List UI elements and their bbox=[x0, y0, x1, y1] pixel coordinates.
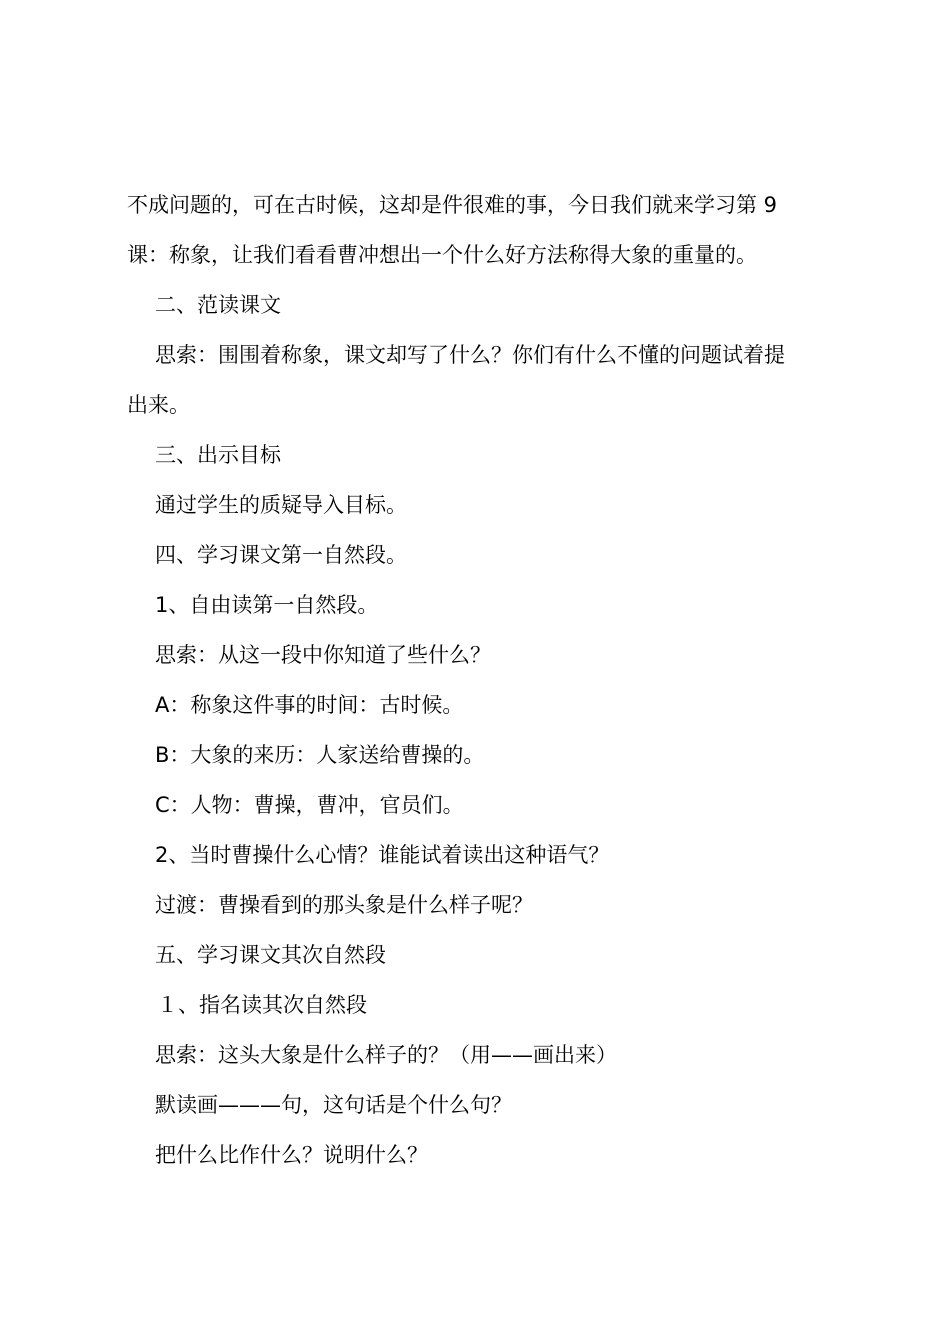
objectives-text: 通过学生的质疑导入目标。 bbox=[155, 493, 407, 517]
transition-text: 过渡：曹操看到的那头象是什么样子呢？ bbox=[155, 893, 533, 917]
paragraph-continuation-line-1: 不成问题的，可在古时候，这却是件很难的事，今日我们就来学习第 9 bbox=[127, 193, 778, 217]
question-what-learned: 思索：从这一段中你知道了些什么？ bbox=[155, 643, 491, 667]
section-heading-objectives: 三、出示目标 bbox=[155, 443, 281, 467]
section-heading-paragraph-one: 四、学习课文第一自然段。 bbox=[155, 543, 407, 567]
section-heading-paragraph-two: 五、学习课文其次自然段 bbox=[155, 943, 386, 967]
section-heading-model-reading: 二、范读课文 bbox=[155, 293, 281, 317]
answer-c-characters: C：人物：曹操，曹冲，官员们。 bbox=[155, 793, 464, 817]
step-named-reading: １、指名读其次自然段 bbox=[157, 993, 367, 1017]
metaphor-question: 把什么比作什么？说明什么？ bbox=[155, 1143, 428, 1167]
question-paragraph-line-1: 思索：围围着称象，课文却写了什么？你们有什么不懂的问题试着提 bbox=[155, 343, 785, 367]
answer-a-time: A：称象这件事的时间：古时候。 bbox=[155, 693, 464, 717]
paragraph-continuation-line-2: 课：称象，让我们看看曹冲想出一个什么好方法称得大象的重量的。 bbox=[127, 243, 757, 267]
answer-b-origin: B：大象的来历：人家送给曹操的。 bbox=[155, 743, 485, 767]
step-free-reading: 1、自由读第一自然段。 bbox=[155, 593, 379, 617]
question-paragraph-line-2: 出来。 bbox=[127, 393, 190, 417]
step-mood-question: 2、当时曹操什么心情？谁能试着读出这种语气？ bbox=[155, 843, 610, 867]
question-elephant-appearance: 思索：这头大象是什么样子的？（用——画出来） bbox=[155, 1043, 617, 1067]
document-body bbox=[127, 180, 837, 1180]
silent-reading-question: 默读画———句，这句话是个什么句？ bbox=[155, 1093, 512, 1117]
